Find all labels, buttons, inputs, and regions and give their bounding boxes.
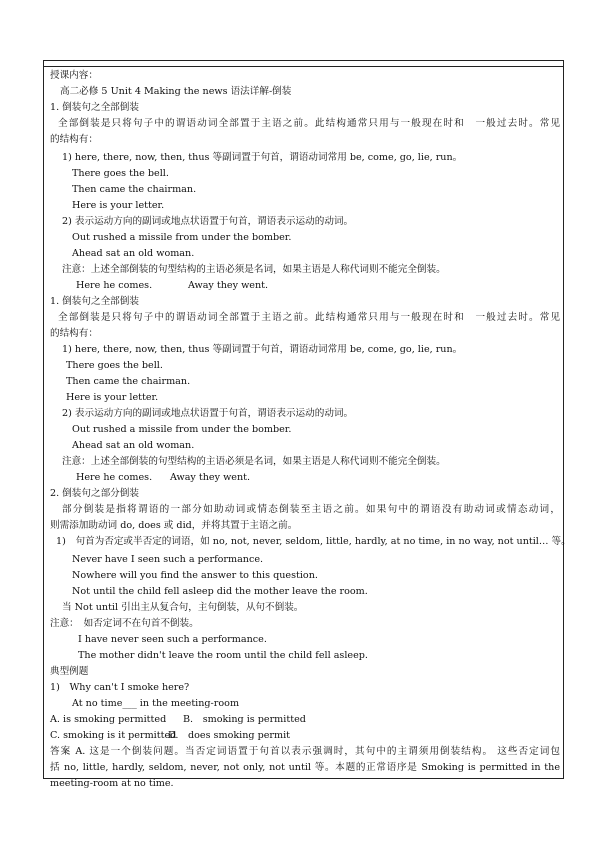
part1-intro: 全部倒装是只将句子中的谓语动词全部置于主语之前。此结构通常只用与一般现在时和 一般过去时。常见 (58, 118, 560, 129)
example-sentence: Away they went. (170, 472, 251, 483)
part1b-intro: 全部倒装是只将句子中的谓语动词全部置于主语之前。此结构通常只用与一般现在时和 一般过去时。常见 (58, 312, 560, 323)
part1-heading: 1. 倒装句之全部倒装 (50, 102, 139, 113)
part2-intro: 部分倒装是指将谓语的一部分如助动词或情态倒装至主语之前。如果句中的谓语没有助动词或情态动词， (62, 504, 560, 515)
example-sentence: Never have I seen such a performance. (72, 554, 264, 565)
example-sentence: Then came the chairman. (66, 376, 191, 387)
answer-explanation: 答案 A. 这是一个倒装问题。当否定词语置于句首以表示强调时，其句中的主谓须用倒装结构。 这些否定词包 (50, 746, 560, 757)
example-sentence: Ahead sat an old woman. (72, 440, 195, 451)
part1b-note: 注意：上述全部倒装的句型结构的主语必须是名词，如果主语是人称代词则不能完全倒装。 (62, 456, 446, 467)
part1-rule1: 1) here, there, now, then, thus 等副词置于句首，谓语动词常用 be, come, go, lie, run。 (62, 152, 463, 163)
option-b: B. smoking is permitted (183, 714, 306, 725)
part1b-intro-cont: 的结构有： (50, 328, 98, 339)
example-sentence: Nowhere will you find the answer to this question. (72, 570, 318, 581)
example-sentence: I have never seen such a performance. (78, 634, 267, 645)
part2-heading: 2. 倒装句之部分倒装 (50, 488, 139, 499)
part2-rule2: 当 Not until 引出主从复合句，主句倒装，从句不倒装。 (62, 602, 304, 613)
example-sentence: There goes the bell. (66, 360, 163, 371)
option-d: D. does smoking permit (168, 730, 291, 741)
part1-intro-cont: 的结构有： (50, 134, 98, 145)
example-sentence: Here is your letter. (66, 392, 159, 403)
example-sentence: The mother didn't leave the room until the child fell asleep. (78, 650, 368, 661)
part2-rule1: 1) 句首为否定或半否定的词语，如 no, not, never, seldom, little, hardly, at no time, in no way, not until… 等。 (56, 536, 571, 547)
option-c: C. smoking is it permitted (50, 730, 177, 741)
question-1: 1) Why can't I smoke here? (50, 682, 190, 693)
example-sentence: Here is your letter. (72, 200, 165, 211)
answer-explanation-cont: 括 no, little, hardly, seldom, never, not only, not until 等。本题的正常语序是 Smoking is permitted in the (50, 762, 560, 773)
example-sentence: Then came the chairman. (72, 184, 197, 195)
part1b-heading: 1. 倒装句之全部倒装 (50, 296, 139, 307)
example-sentence: Out rushed a missile from under the bomber. (72, 424, 292, 435)
examples-heading: 典型例题 (50, 666, 89, 677)
part1-note: 注意：上述全部倒装的句型结构的主语必须是名词，如果主语是人称代词则不能完全倒装。 (62, 264, 446, 275)
part1b-rule2: 2) 表示运动方向的副词或地点状语置于句首，谓语表示运动的动词。 (62, 408, 354, 419)
example-sentence: There goes the bell. (72, 168, 169, 179)
example-sentence: Out rushed a missile from under the bomber. (72, 232, 292, 243)
example-sentence: Ahead sat an old woman. (72, 248, 195, 259)
option-a: A. is smoking permitted (50, 714, 167, 725)
content-label: 授课内容： (50, 70, 98, 81)
part1b-rule1: 1) here, there, now, then, thus 等副词置于句首，谓语动词常用 be, come, go, lie, run。 (62, 344, 463, 355)
example-sentence: Here he comes. (76, 472, 153, 483)
part1-rule2: 2) 表示运动方向的副词或地点状语置于句首，谓语表示运动的动词。 (62, 216, 354, 227)
part2-note: 注意： 如否定词不在句首不倒装。 (50, 618, 199, 629)
example-sentence: Here he comes. (76, 280, 153, 291)
lesson-title: 高二必修 5 Unit 4 Making the news 语法详解-倒装 (60, 86, 292, 97)
example-sentence: Not until the child fell asleep did the mother leave the room. (72, 586, 368, 597)
part2-intro-cont: 则需添加助动词 do, does 或 did，并将其置于主语之前。 (50, 520, 298, 531)
answer-explanation-end: meeting-room at no time. (50, 778, 174, 789)
question-1-stem: At no time___ in the meeting-room (72, 698, 240, 709)
example-sentence: Away they went. (188, 280, 269, 291)
